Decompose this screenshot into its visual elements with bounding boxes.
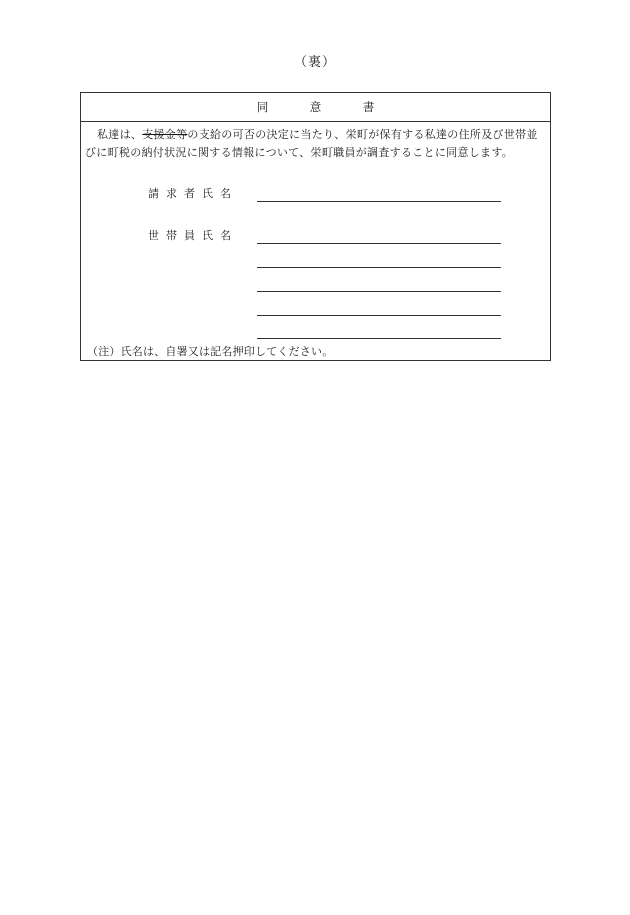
household-signature-line-4[interactable]: [257, 315, 501, 316]
consent-text-before: 私達は、: [97, 128, 143, 141]
consent-text-after: の支給の可否の決定に当たり、栄町が保有する私達の住所及び世帯並びに町税の納付状況に関する情報について、栄町職員が調査することに同意します。: [85, 128, 538, 159]
household-signature-line-2[interactable]: [257, 267, 501, 268]
household-signature-line-1[interactable]: [257, 243, 501, 244]
page-side-label: （裏）: [293, 55, 336, 70]
consent-form: [80, 92, 551, 361]
requester-signature-line[interactable]: [257, 201, 501, 202]
household-signature-line-3[interactable]: [257, 291, 501, 292]
form-title: 同 意 書: [81, 93, 550, 122]
consent-statement: [85, 126, 547, 162]
consent-struck-text: 支援金等: [142, 128, 188, 141]
requester-name-label: 請求者氏名: [148, 187, 238, 200]
household-signature-line-5[interactable]: [257, 338, 501, 339]
signature-note: （注）氏名は、自署又は記名押印してください。: [87, 345, 334, 358]
household-name-label: 世帯員氏名: [148, 229, 238, 242]
